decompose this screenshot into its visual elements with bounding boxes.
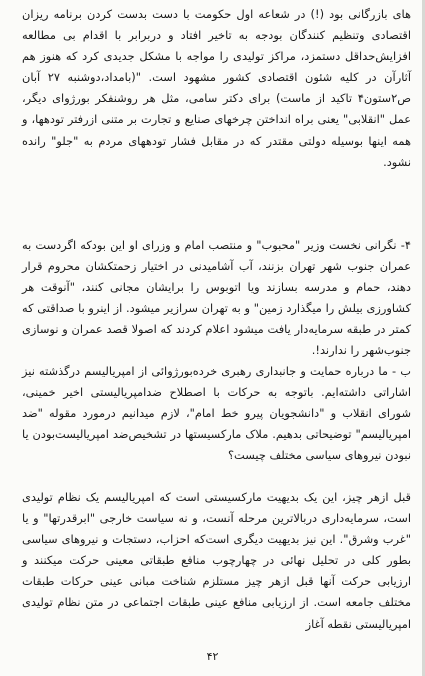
paragraph-3: ب - ما درباره حمایت و جانبداری رهبری خرده‌بورژوائی از امپریالیسم درگذشته نیز اشاراتی داشته‌ایم. باتوجه به حرکات با اصطلاح ضدامپریالیستی اخیر خمینی، شورای انقلاب و "دانشجویان پیرو خط امام"، لازم میدانیم درمورد مقوله "ضد امپریالیسم" توضیحاتی بدهیم. ملاک مارکسیستها در تشخیص‌ضد امپریالیست‌بودن یا نبودن نیروهای سیاسی مختلف چیست؟ [22, 364, 411, 463]
page-number: ۴۲ [206, 650, 219, 663]
paragraph-2: ۴- نگرانی نخست وزیر "محبوب" و منتصب امام و وزرای او این بودکه اگردست به عمران جنوب شهر تهران بزنند، آب آشامیدنی در اختیار زحمتکشان محروم قرار دهند، حمام و مدرسه بسازند ویا اتوبوس را برایشان مجانی کنند، "آنوقت هر کشاورزی بیلش را میگذارد زمین" و به تهران سرازیر میشود. از اینرو با صداقتی که کمتر در طبقه سرمایه‌دار یافت میشود اعلام کردند که اصولا قصد عمران و نوسازی جنوب‌شهر را ندارند!. [22, 238, 411, 358]
paragraph-4: قبل ازهر چیز، این یک بدیهیت مارکسیستی است که امپریالیسم یک نظام تولیدی است، سرمایه‌داری دربالاترین مرحله آنست، و نه سیاست خارجی "ابرقدرتها" و یا "غرب وشرق". این نیز بدیهیت دیگری است‌که احزاب، دستجات و نیروهای سیاسی بطور کلی در تحلیل نهائی در چهارچوب منافع طبقاتی معینی حرکت میکنند و ارزیابی حرکت آنها قبل ازهر چیز مستلزم شناخت مبانی عینی حرکات طبقات مختلف جامعه است. از ارزیابی منافع عینی طبقات اجتماعی در متن نظام تولیدی امپریالیستی نقطه آغاز [22, 490, 411, 631]
paragraph-1: های بازرگانی بود (!) در شعاعه اول حکومت با دست بدست کردن برنامه ریزان اقتصادی وتنظیم کنندگان بودجه به تاخیر افتاد و دربرابر با اقدام بی مطالعه افزایش‌حداقل دستمزد، مراکز تولیدی را مواجه با مشکل جدیدی کرد که هنوز هم آثارآن در کلیه شئون اقتصادی کشور مشهود است. "(بامداد،دوشنبه ۲۷ آبان ص۲ستون۴ تاکید از ماست) برای دکتر سامی، مثل هر روشنفکر بورژوای دیگر، عمل "انقلابی" یعنی براه انداختن چرخهای صنایع و تجارت بر متنی ازرفتر تودهها، و همه اینها بوسیله دولتی مقتدر که در مقابل فشار تودههای مردم به "جلو" رانده نشود. [22, 7, 411, 169]
